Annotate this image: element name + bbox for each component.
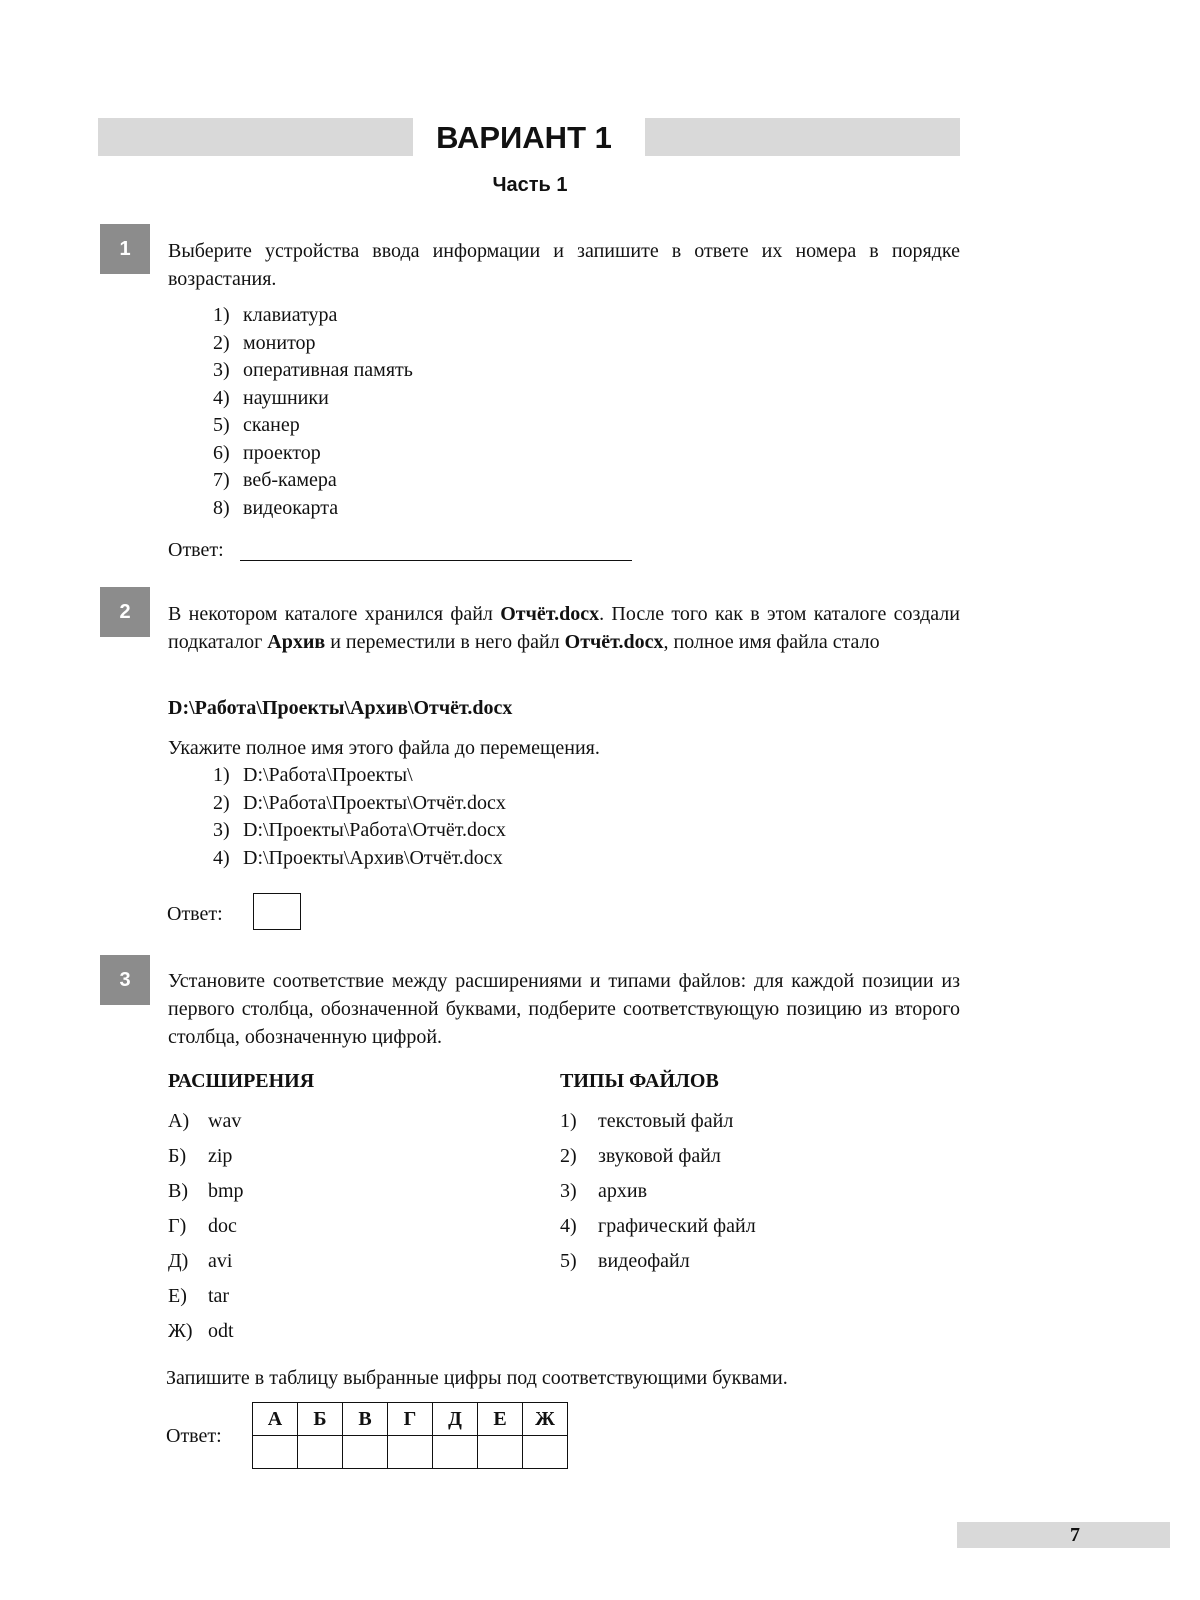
question-1-answer-line[interactable]	[240, 532, 632, 561]
extensions-header: РАСШИРЕНИЯ	[168, 1070, 315, 1092]
option-3: 3) D:\Проекты\Работа\Отчёт.docx	[213, 819, 506, 841]
answer-cell[interactable]	[343, 1436, 388, 1469]
type-item: 1) текстовый файл	[560, 1110, 734, 1132]
type-item: 5) видеофайл	[560, 1250, 690, 1272]
title-band-right	[645, 118, 960, 156]
answer-cell[interactable]	[388, 1436, 433, 1469]
type-item: 2) звуковой файл	[560, 1145, 721, 1167]
question-1-number: 1	[100, 224, 150, 274]
question-2-number: 2	[100, 587, 150, 637]
extension-item: Г) doc	[168, 1215, 237, 1237]
option-4: 4) наушники	[213, 386, 329, 409]
answer-table-letter: Б	[298, 1403, 343, 1436]
answer-table-letter: Д	[433, 1403, 478, 1436]
option-5: 5) сканер	[213, 414, 300, 436]
option-1: 1) D:\Работа\Проекты\	[213, 764, 413, 786]
question-3-number: 3	[100, 955, 150, 1005]
answer-table-input-row	[253, 1436, 568, 1469]
question-1-answer-label: Ответ:	[168, 539, 224, 561]
option-4: 4) D:\Проекты\Архив\Отчёт.docx	[213, 846, 503, 869]
types-header: ТИПЫ ФАЙЛОВ	[560, 1070, 719, 1092]
answer-table-letter: Ж	[523, 1403, 568, 1436]
variant-title: ВАРИАНТ 1	[436, 120, 612, 155]
type-item: 3) архив	[560, 1180, 648, 1202]
option-8: 8) видеокарта	[213, 496, 339, 519]
option-2: 2) монитор	[213, 331, 316, 354]
extension-item: Д) avi	[168, 1250, 233, 1272]
extension-item: Б) zip	[168, 1145, 233, 1167]
answer-table-letter: Г	[388, 1403, 433, 1436]
answer-table-letter: Е	[478, 1403, 523, 1436]
question-1-text: Выберите устройства ввода информации и запишите в ответе их номера в порядке возрастания.	[168, 240, 960, 290]
answer-cell[interactable]	[298, 1436, 343, 1469]
answer-cell[interactable]	[433, 1436, 478, 1469]
extensions-list	[168, 1104, 244, 1349]
question-2-path: D:\Работа\Проекты\Архив\Отчёт.docx	[168, 697, 513, 719]
question-2-answer-label: Ответ:	[167, 903, 223, 925]
file-name: Отчёт.docx	[564, 631, 664, 653]
answer-cell[interactable]	[523, 1436, 568, 1469]
extension-item: В) bmp	[168, 1180, 244, 1202]
title-band-left	[98, 118, 413, 156]
question-3-text: Установите соответствие между расширениями и типами файлов: для каждой позиции из первого столбца, обозначенной буквами, подберите соответствующую позицию из второго столбца, обозначенную цифрой.	[168, 970, 960, 1048]
extension-item: Ж) odt	[168, 1320, 234, 1342]
answer-cell[interactable]	[478, 1436, 523, 1469]
question-2-options	[213, 762, 506, 872]
question-2-prompt: Укажите полное имя этого файла до перемещения.	[168, 737, 600, 759]
extension-item: Е) tar	[168, 1285, 230, 1307]
folder-name: Архив	[267, 631, 326, 653]
types-list	[560, 1104, 756, 1279]
option-1: 1) клавиатура	[213, 304, 338, 326]
option-2: 2) D:\Работа\Проекты\Отчёт.docx	[213, 791, 506, 814]
option-6: 6) проектор	[213, 441, 321, 464]
file-name: Отчёт.docx	[500, 603, 600, 625]
question-3-instruction: Запишите в таблицу выбранные цифры под соответствующими буквами.	[166, 1367, 788, 1389]
answer-table-header-row	[253, 1403, 568, 1436]
part-title: Часть 1	[492, 174, 568, 196]
answer-table	[252, 1402, 568, 1469]
type-item: 4) графический файл	[560, 1215, 756, 1237]
question-2-answer-box[interactable]	[253, 893, 301, 930]
extension-item: А) wav	[168, 1110, 242, 1132]
question-1-options	[213, 302, 413, 522]
page-number: 7	[1070, 1524, 1080, 1546]
question-2-text: В некотором каталоге хранился файл Отчёт.docx. После того как в этом каталоге создали подкаталог Архив и переместили в него файл Отчёт.docx, полное имя файла стало	[168, 603, 960, 653]
answer-cell[interactable]	[253, 1436, 298, 1469]
question-3-answer-label: Ответ:	[166, 1425, 222, 1447]
option-7: 7) веб-камера	[213, 469, 337, 491]
option-3: 3) оперативная память	[213, 359, 413, 381]
answer-table-letter: В	[343, 1403, 388, 1436]
answer-table-letter: А	[253, 1403, 298, 1436]
